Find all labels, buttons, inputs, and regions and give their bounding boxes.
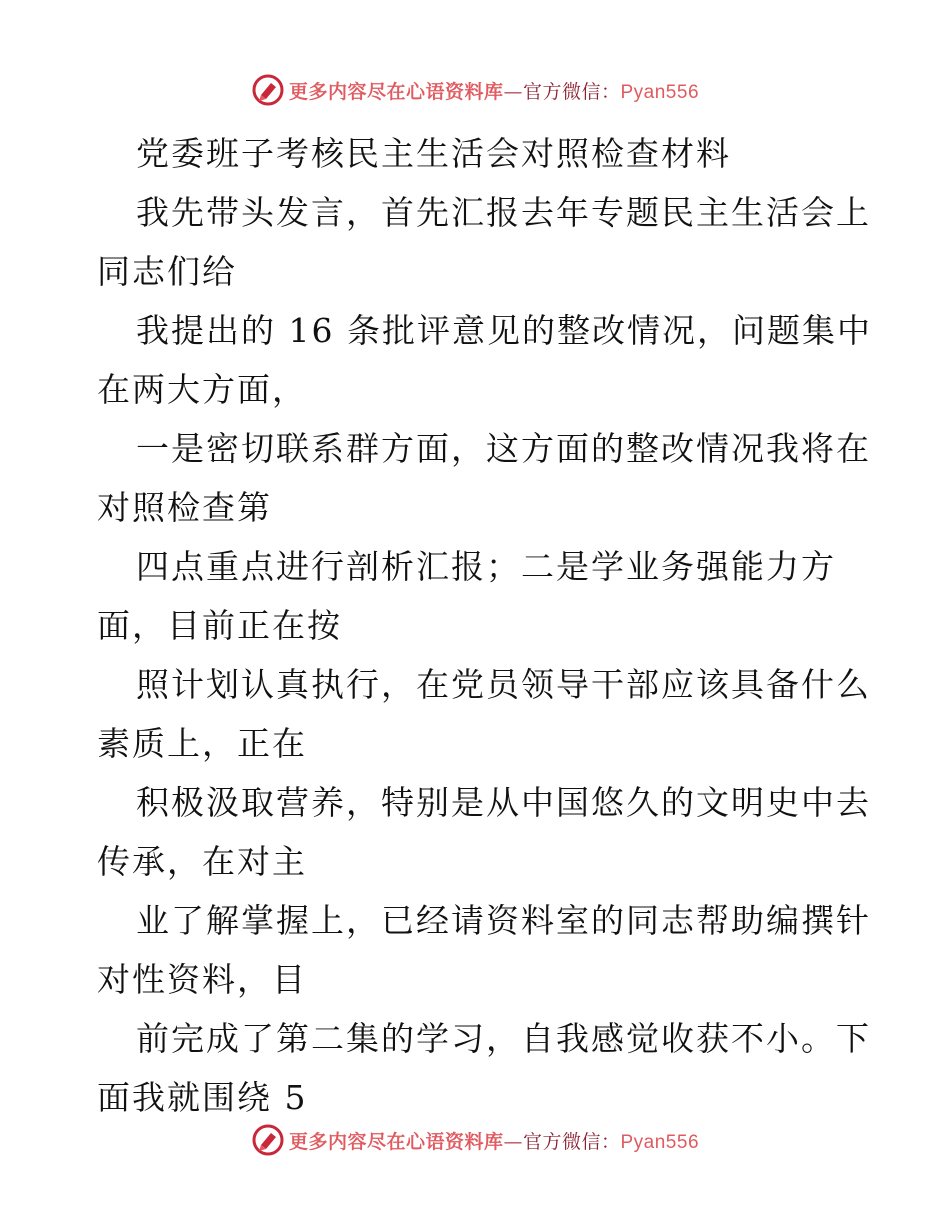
paragraph-line: 同志们给 <box>97 252 237 291</box>
paragraph-line: 四点重点进行剖析汇报；二是学业务强能力方 <box>136 547 836 586</box>
watermark-footer <box>0 1120 950 1160</box>
watermark-brand: 更多内容尽在心语资料库 <box>288 1130 504 1153</box>
watermark-label: 官方微信： <box>522 1130 621 1153</box>
paragraph-line: 我先带头发言，首先汇报去年专题民主生活会上 <box>136 193 871 232</box>
watermark-dash: — <box>503 80 523 103</box>
paragraph-line: 对照检查第 <box>97 488 272 527</box>
paragraph-line: 业了解掌握上，已经请资料室的同志帮助编撰针 <box>136 901 871 940</box>
paragraph-line: 照计划认真执行，在党员领导干部应该具备什么 <box>136 665 871 704</box>
watermark-brand: 更多内容尽在心语资料库 <box>288 80 504 103</box>
watermark-label: 官方微信： <box>522 80 621 103</box>
paragraph-line: 对性资料，目 <box>97 960 307 999</box>
paragraph-line: 我提出的 16 条批评意见的整改情况，问题集中 <box>136 311 872 350</box>
paragraph-line: 积极汲取营养，特别是从中国悠久的文明史中去 <box>136 783 871 822</box>
paragraph-line: 在两大方面， <box>97 370 307 409</box>
paragraph-line: 面，目前正在按 <box>97 606 342 645</box>
pen-logo-icon <box>251 1123 285 1157</box>
document-body <box>97 124 872 1127</box>
watermark-dash: — <box>503 1130 523 1153</box>
pen-logo-icon <box>251 73 285 107</box>
paragraph-line: 前完成了第二集的学习，自我感觉收获不小。下 <box>136 1019 871 1058</box>
paragraph-line: 面我就围绕 5 <box>97 1078 308 1117</box>
paragraph-line: 一是密切联系群方面，这方面的整改情况我将在 <box>136 429 871 468</box>
paragraph-line: 素质上，正在 <box>97 724 307 763</box>
watermark-header <box>0 70 950 110</box>
paragraph-line: 传承，在对主 <box>97 842 307 881</box>
watermark-wechat-id: Pyan556 <box>620 1131 700 1153</box>
watermark-wechat-id: Pyan556 <box>620 81 700 103</box>
document-title: 党委班子考核民主生活会对照检查材料 <box>136 134 731 173</box>
